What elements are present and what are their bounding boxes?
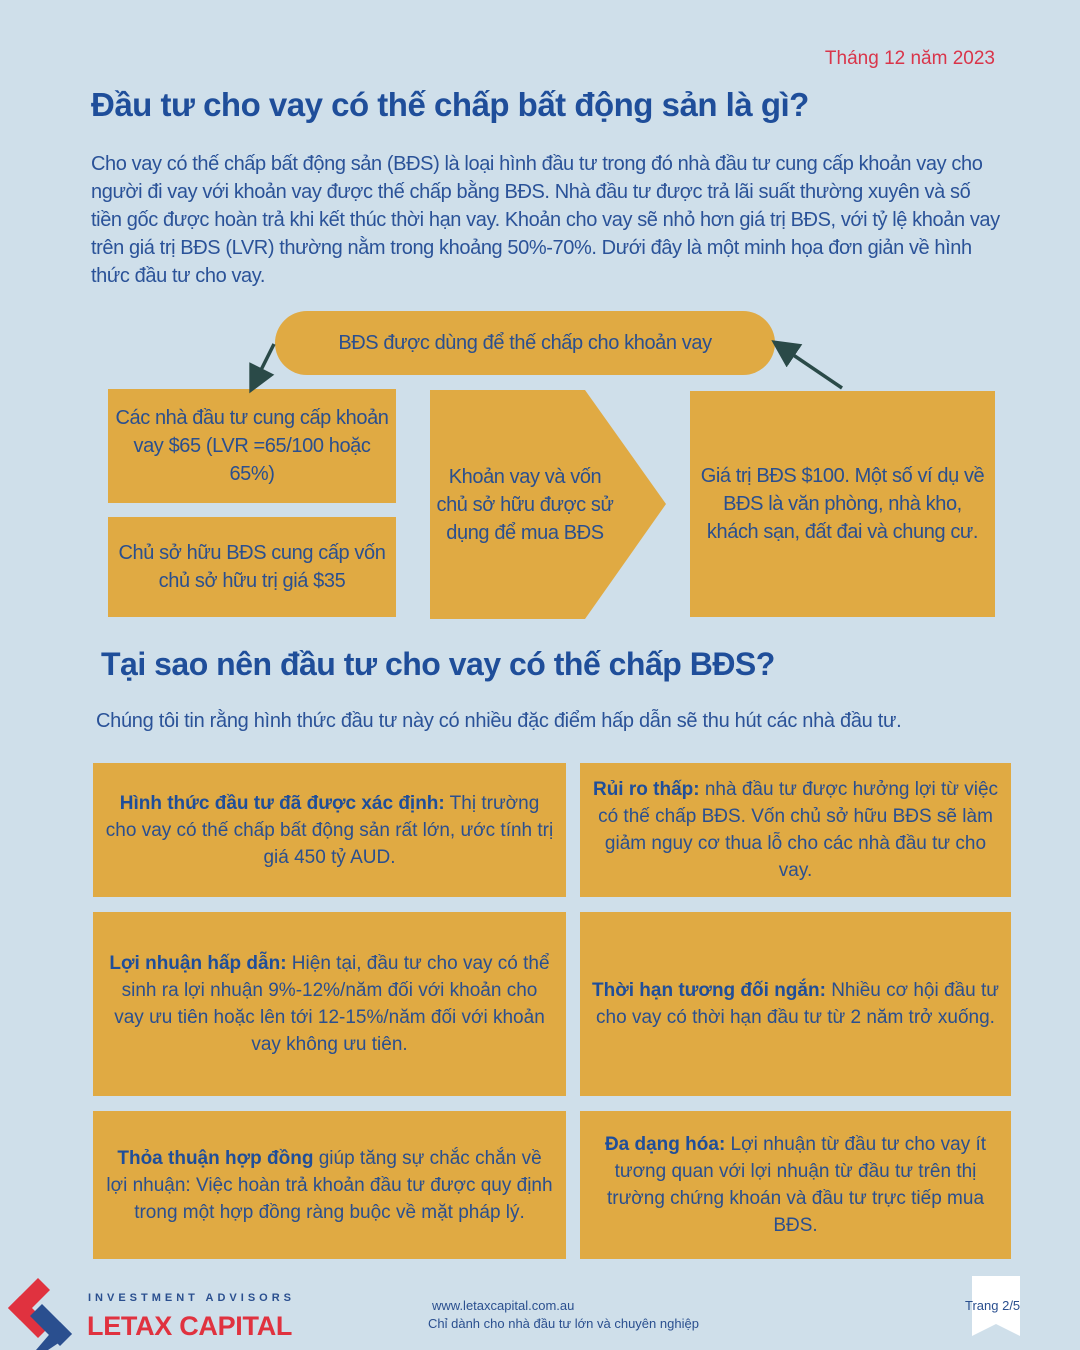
arrow-left	[254, 344, 274, 384]
benefit-card	[580, 763, 1011, 897]
brand-name: LETAX CAPITAL	[87, 1311, 293, 1341]
page-title: Đầu tư cho vay có thế chấp bất động sản là gì?	[91, 86, 809, 123]
benefit-text: nhà đầu tư được hưởng lợi từ việc có thế chấp BĐS. Vốn chủ sở hữu BĐS sẽ làm giảm nguy cơ thua lỗ cho các nhà đầu tư cho vay.	[598, 779, 999, 881]
benefit-text: giúp tăng sự chắc chắn về lợi nhuận: Việc hoàn trả khoản đầu tư được quy định trong một hợp đồng ràng buộc về mặt pháp lý.	[106, 1147, 553, 1223]
benefit-card	[93, 1111, 566, 1259]
date-label: Tháng 12 năm 2023	[824, 48, 995, 69]
why-subtitle: Chúng tôi tin rằng hình thức đầu tư này có nhiều đặc điểm hấp dẫn sẽ thu hút các nhà đầu tư.	[96, 710, 902, 732]
benefit-card	[580, 912, 1011, 1096]
website-link[interactable]: www.letaxcapital.com.au	[432, 1298, 575, 1313]
benefit-text: Thị trường cho vay có thế chấp bất động sản rất lớn, ước tính trị giá 450 tỷ AUD.	[105, 792, 554, 868]
benefit-title: Rủi ro thấp:	[592, 779, 700, 800]
benefit-card	[580, 1111, 1011, 1259]
benefit-title: Thỏa thuận hợp đồng	[117, 1147, 314, 1169]
arrow-right	[780, 346, 842, 388]
diagram-investors-box: Các nhà đầu tư cung cấp khoản vay $65 (LVR =65/100 hoặc 65%)	[108, 389, 396, 503]
diagram-property-box: Giá trị BĐS $100. Một số ví dụ về BĐS là văn phòng, nhà kho, khách sạn, đất đai và chung cư.	[690, 391, 995, 617]
benefit-text: Lợi nhuận từ đầu tư cho vay ít tương quan với lợi nhuận từ đầu tư trên thị trường chứng khoán và đầu tư trực tiếp mua BĐS.	[606, 1134, 987, 1236]
benefit-card	[93, 912, 566, 1096]
benefit-title: Lợi nhuận hấp dẫn:	[109, 953, 287, 974]
intro-paragraph: Cho vay có thế chấp bất động sản (BĐS) là loại hình đầu tư trong đó nhà đầu tư cung cấp khoản vay cho người đi vay với khoản vay được thế chấp bằng BĐS. Nhà đầu tư được trả lãi suất thường xuyên và số tiền gốc được hoàn trả khi kết thúc thời hạn vay. Khoản cho vay sẽ nhỏ hơn giá trị BĐS, với tỷ lệ khoản vay trên giá trị BĐS (LVR) thường nằm trong khoảng 50%-70%. Dưới đây là một minh họa đơn giản về hình thức đầu tư cho vay.	[91, 153, 1000, 287]
audience-note: Chỉ dành cho nhà đầu tư lớn và chuyên nghiệp	[428, 1316, 699, 1331]
benefit-title: Đa dạng hóa:	[604, 1134, 726, 1155]
benefit-card	[93, 763, 566, 897]
diagram-top-pill: BĐS được dùng để thế chấp cho khoản vay	[275, 311, 775, 375]
benefit-title: Thời hạn tương đối ngắn:	[592, 980, 826, 1001]
benefit-title: Hình thức đầu tư đã được xác định:	[119, 792, 445, 814]
letax-logo-icon	[0, 1276, 80, 1350]
benefit-text: Nhiều cơ hội đầu tư cho vay có thời hạn đầu tư từ 2 năm trở xuống.	[596, 980, 999, 1028]
why-title: Tại sao nên đầu tư cho vay có thế chấp BĐS?	[101, 646, 775, 682]
diagram-owner-box: Chủ sở hữu BĐS cung cấp vốn chủ sở hữu trị giá $35	[108, 517, 396, 617]
page-number: Trang 2/5	[965, 1298, 1021, 1313]
diagram-middle-text: Khoản vay và vốn chủ sở hữu được sử dụng để mua BĐS	[436, 465, 614, 544]
benefit-text: Hiện tại, đầu tư cho vay có thể sinh ra lợi nhuận 9%-12%/năm đối với khoản cho vay ưu tiên hoặc lên tới 12-15%/năm đối với khoản vay không ưu tiên.	[114, 953, 550, 1055]
brand-tagline: INVESTMENT ADVISORS	[88, 1292, 295, 1304]
